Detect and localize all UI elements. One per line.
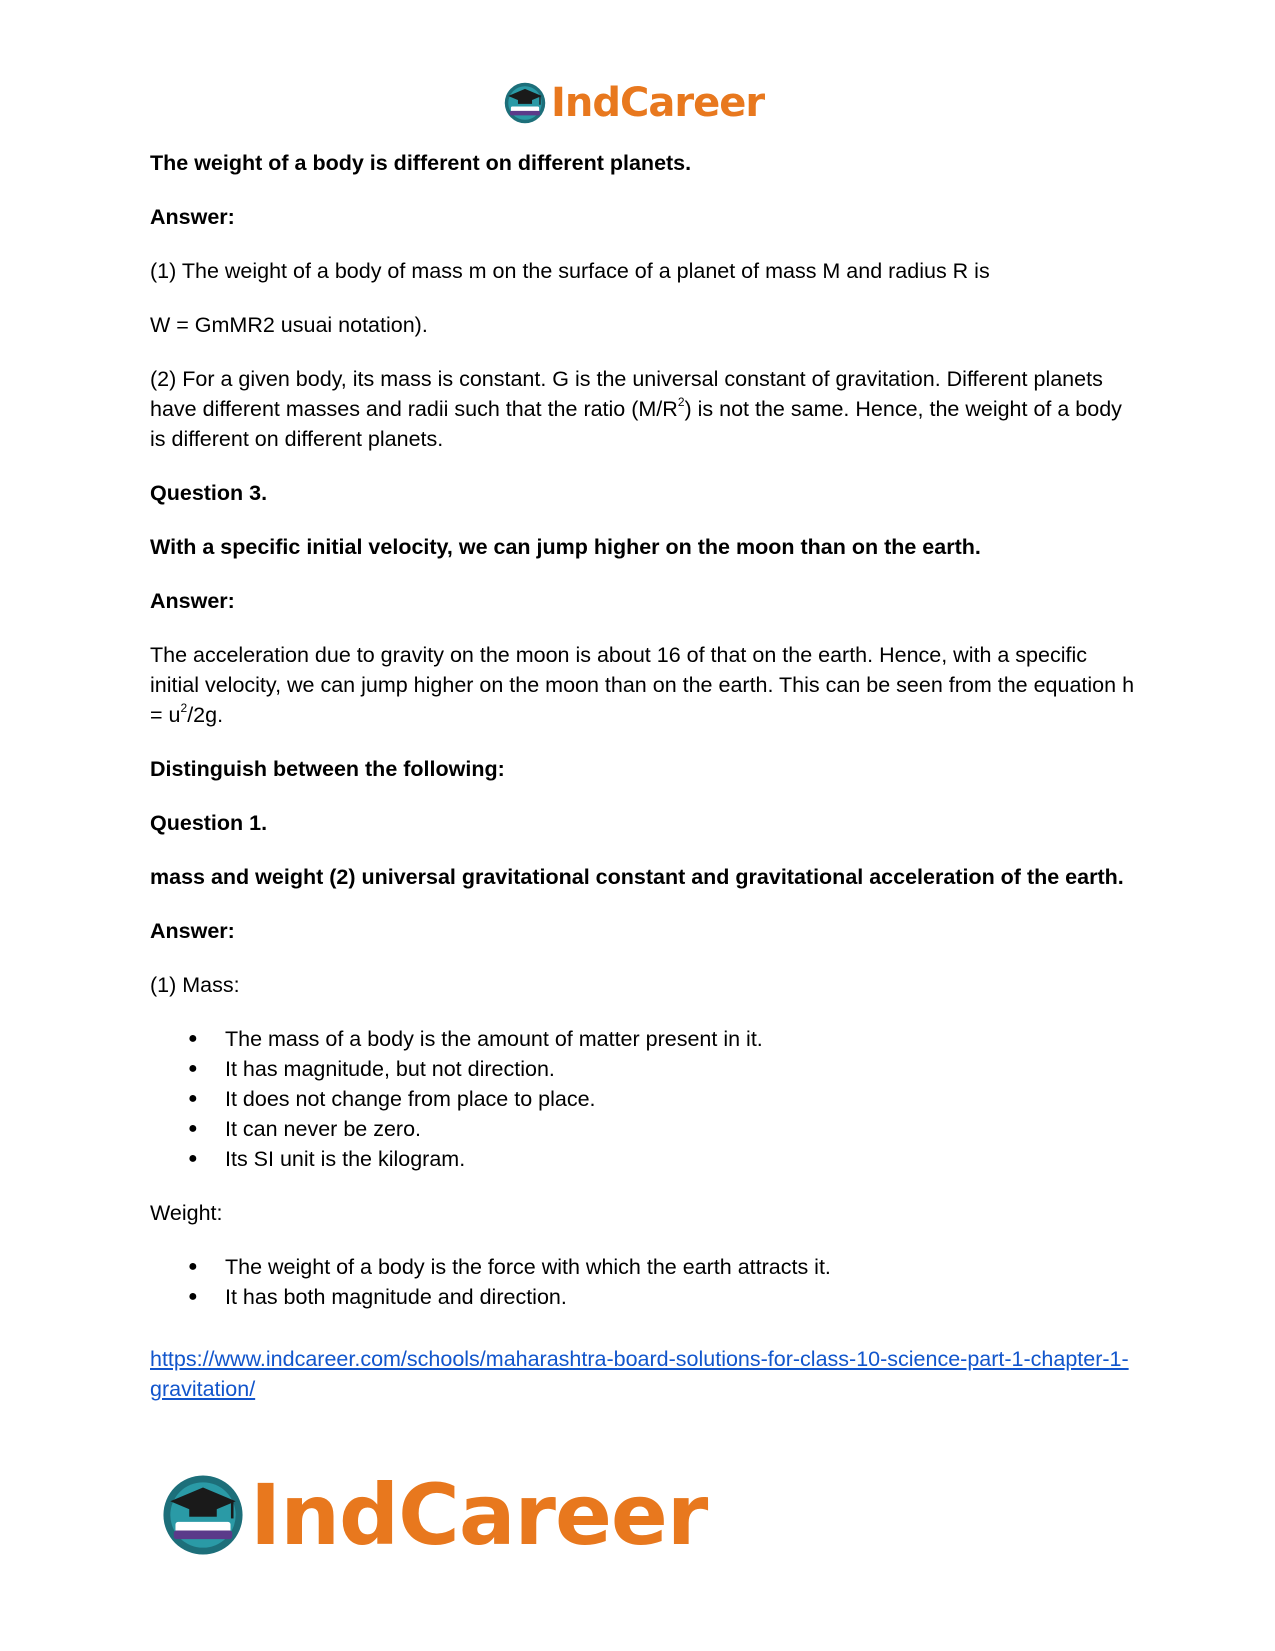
section-heading: Distinguish between the following: bbox=[150, 757, 505, 781]
answer-label: Answer: bbox=[150, 919, 235, 943]
list-item: ● It does not change from place to place. bbox=[150, 1084, 1135, 1114]
list-item: ● It has both magnitude and direction. bbox=[150, 1282, 1135, 1312]
list-item: ● The mass of a body is the amount of matter present in it. bbox=[150, 1024, 1135, 1054]
graduation-cap-globe-icon bbox=[503, 81, 547, 125]
source-url-link[interactable]: https://www.indcareer.com/schools/maharashtra-board-solutions-for-class-10-science-part-1-chapter-1-gravitation/ bbox=[150, 1347, 1129, 1401]
logo-wordmark: IndCareer bbox=[250, 1466, 708, 1564]
indcareer-logo-bottom bbox=[160, 1466, 708, 1564]
question-text: With a specific initial velocity, we can jump higher on the moon than on the earth. bbox=[150, 535, 981, 559]
weight-heading: Weight: bbox=[150, 1201, 223, 1225]
mass-list bbox=[150, 1024, 1135, 1174]
question-label: Question 1. bbox=[150, 811, 268, 835]
list-item: ● Its SI unit is the kilogram. bbox=[150, 1144, 1135, 1174]
formula-line: W = GmMR2 usuai notation). bbox=[150, 313, 428, 337]
document-body bbox=[150, 148, 1135, 1404]
answer-label: Answer: bbox=[150, 205, 235, 229]
list-item: ● It has magnitude, but not direction. bbox=[150, 1054, 1135, 1084]
answer-paragraph: (2) For a given body, its mass is constant. G is the universal constant of gravitation. Different planets have different masses and radii such that the ratio $(M/R^2)$ is not the same. Hence, the weight of a body is different on different planets. bbox=[150, 367, 1122, 451]
weight-list bbox=[150, 1252, 1135, 1312]
list-item: ● It can never be zero. bbox=[150, 1114, 1135, 1144]
question-text: mass and weight (2) universal gravitational constant and gravitational acceleration of the earth. bbox=[150, 865, 1124, 889]
graduation-cap-globe-icon bbox=[160, 1472, 246, 1558]
logo-wordmark: IndCareer bbox=[551, 80, 765, 126]
mass-heading: (1) Mass: bbox=[150, 973, 240, 997]
answer-paragraph: (1) The weight of a body of mass m on the surface of a planet of mass M and radius R is bbox=[150, 259, 990, 283]
question-text: The weight of a body is different on different planets. bbox=[150, 151, 692, 175]
answer-label: Answer: bbox=[150, 589, 235, 613]
indcareer-logo-top bbox=[503, 80, 764, 126]
question-label: Question 3. bbox=[150, 481, 268, 505]
list-item: ● The weight of a body is the force with which the earth attracts it. bbox=[150, 1252, 1135, 1282]
answer-paragraph: The acceleration due to gravity on the moon is about 16 of that on the earth. Hence, with a specific initial velocity, we can jump higher on the moon than on the earth. This can be seen from the equation $h = u^2/2g$. bbox=[150, 643, 1135, 727]
